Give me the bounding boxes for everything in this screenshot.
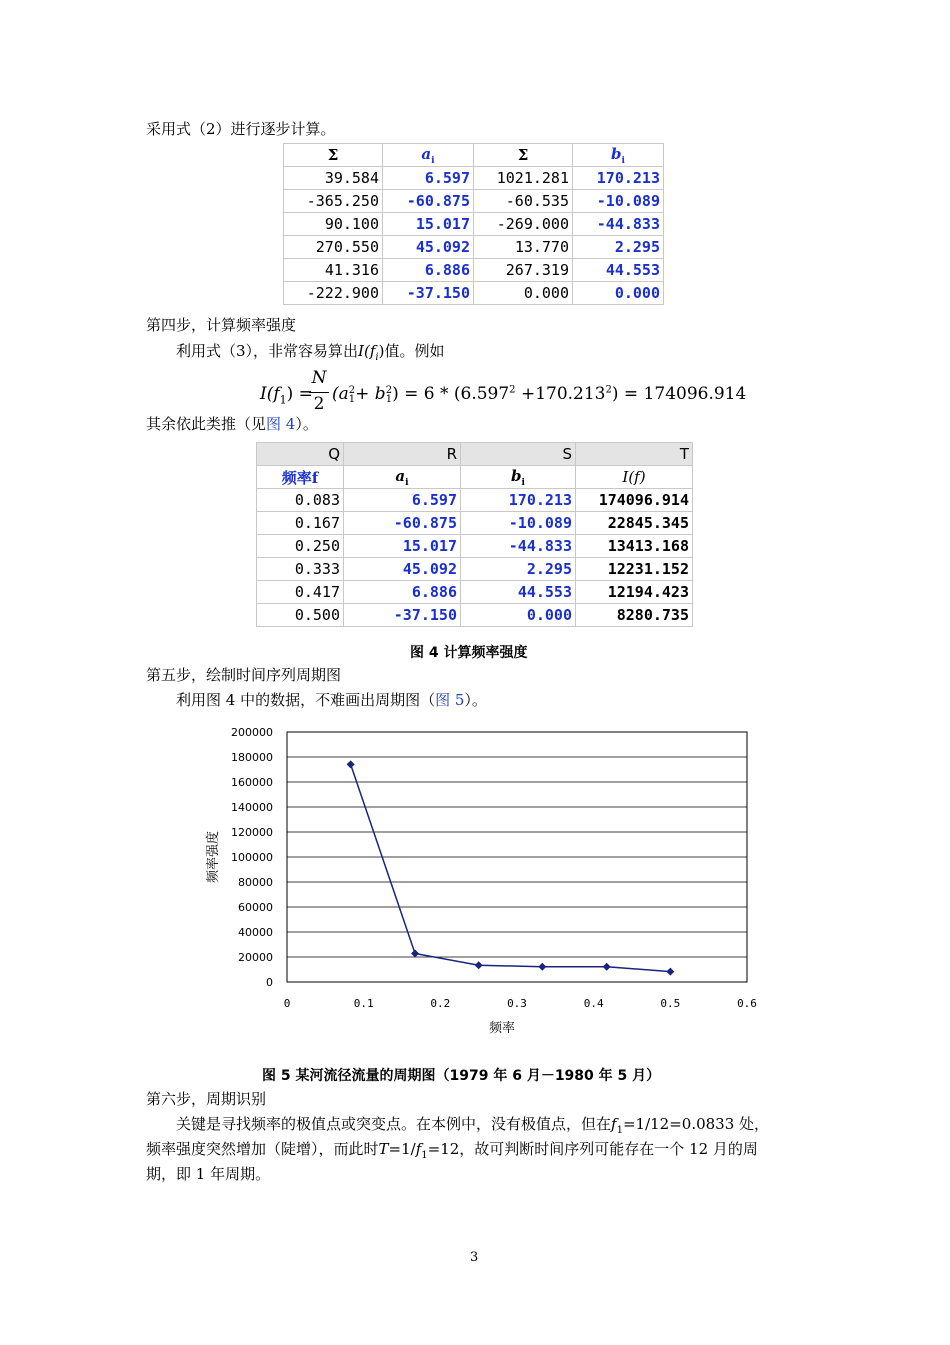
a-header-2: $a_i$ (344, 466, 461, 489)
fig4-link[interactable]: 图 4 (266, 415, 296, 433)
col-letter-t: T (576, 443, 693, 466)
step4-title: 第四步，计算频率强度 (146, 316, 297, 334)
table-cell: 170.213 (461, 489, 576, 512)
intro-text: 采用式（2）进行逐步计算。 (146, 120, 336, 138)
step6-title: 第六步，周期识别 (146, 1090, 267, 1108)
data-point (347, 760, 355, 768)
x-tick-label: 0.1 (353, 997, 374, 1010)
table-cell: -44.833 (461, 535, 576, 558)
y-tick-label: 60000 (238, 901, 273, 914)
series-line (351, 764, 671, 971)
table-cell: -10.089 (573, 190, 664, 213)
fig5-link[interactable]: 图 5 (435, 691, 465, 709)
table-cell: 2.295 (573, 236, 664, 259)
table-row (284, 282, 664, 305)
step6-line3: 期，即 1 年周期。 (146, 1165, 271, 1183)
intensity-formula: $I(f_1)$ = N 2 (a2 1+ b2 $1) = 6 * (6.597^2 +170.213^2) = 174096.914$ (260, 368, 747, 414)
step4-text: 利用式（3），非常容易算出$I(f_i)$值。例如 (176, 342, 445, 363)
table-cell: 90.100 (284, 213, 383, 236)
table-cell: 0.417 (257, 581, 344, 604)
page-number: 3 (470, 1250, 479, 1265)
table-cell: -37.150 (383, 282, 474, 305)
b-header-2: $b_i$ (461, 466, 576, 489)
data-point (475, 961, 483, 969)
table-cell: -60.535 (474, 190, 573, 213)
table-cell: -60.875 (344, 512, 461, 535)
col-letter-r: R (344, 443, 461, 466)
data-point (666, 968, 674, 976)
table-row (284, 190, 664, 213)
table-row (257, 535, 693, 558)
y-tick-label: 120000 (231, 826, 273, 839)
step5-title: 第五步，绘制时间序列周期图 (146, 666, 342, 684)
table-cell: 8280.735 (576, 604, 693, 627)
table-cell: 22845.345 (576, 512, 693, 535)
x-tick-label: 0.5 (660, 997, 681, 1010)
x-tick-label: 0.2 (430, 997, 451, 1010)
table-cell: 1021.281 (474, 167, 573, 190)
table-cell: 0.250 (257, 535, 344, 558)
table-cell: 41.316 (284, 259, 383, 282)
sum-header-b: Σ (474, 144, 573, 167)
table-row (284, 259, 664, 282)
table-row (284, 236, 664, 259)
table-cell: 12231.152 (576, 558, 693, 581)
table-cell: 0.167 (257, 512, 344, 535)
periodogram-chart (195, 722, 775, 1042)
table-cell: -10.089 (461, 512, 576, 535)
table-cell: 45.092 (383, 236, 474, 259)
step6-line2: 频率强度突然增加（陡增），而此时$T=1/f_1=12$，故可判断时间序列可能存在一个 12 月的周 (146, 1140, 758, 1161)
x-tick-label: 0.6 (737, 997, 757, 1010)
table-row (284, 167, 664, 190)
table-cell: 0.083 (257, 489, 344, 512)
b-header: $b_i$ (573, 144, 664, 167)
sum-table (283, 143, 664, 305)
table-cell: 0.000 (461, 604, 576, 627)
y-tick-label: 0 (266, 976, 273, 989)
y-tick-label: 180000 (231, 751, 273, 764)
table-cell: -37.150 (344, 604, 461, 627)
intensity-header: I(f) (576, 466, 693, 489)
table-cell: 0.333 (257, 558, 344, 581)
data-point (603, 963, 611, 971)
table-row (257, 558, 693, 581)
step6-line1: 关键是寻找频率的极值点或突变点。在本例中，没有极值点，但在$f_1=1/12=0.0833$ 处， (176, 1115, 770, 1136)
y-tick-label: 160000 (231, 776, 273, 789)
table-cell: -44.833 (573, 213, 664, 236)
table-cell: 44.553 (461, 581, 576, 604)
y-tick-label: 100000 (231, 851, 273, 864)
table-cell: -365.250 (284, 190, 383, 213)
table-cell: 15.017 (344, 535, 461, 558)
table-cell: 6.597 (383, 167, 474, 190)
intensity-table (256, 442, 693, 627)
y-tick-label: 80000 (238, 876, 273, 889)
table-cell: 39.584 (284, 167, 383, 190)
table-cell: 0.000 (573, 282, 664, 305)
table-cell: 15.017 (383, 213, 474, 236)
table-cell: 170.213 (573, 167, 664, 190)
y-tick-label: 140000 (231, 801, 273, 814)
table-cell: -269.000 (474, 213, 573, 236)
col-letter-q: Q (257, 443, 344, 466)
rest-text: 其余依此类推（见图 4）。 (146, 415, 318, 433)
fig5-caption: 图 5 某河流径流量的周期图（1979 年 6 月－1980 年 5 月） (262, 1068, 661, 1084)
table-cell: 6.886 (383, 259, 474, 282)
table-cell: 6.886 (344, 581, 461, 604)
table-cell: 13.770 (474, 236, 573, 259)
table-cell: 6.597 (344, 489, 461, 512)
table-cell: 44.553 (573, 259, 664, 282)
table-row (284, 213, 664, 236)
table-cell: 2.295 (461, 558, 576, 581)
col-letter-s: S (461, 443, 576, 466)
table-cell: 12194.423 (576, 581, 693, 604)
x-tick-label: 0.3 (507, 997, 527, 1010)
sum-header-a: Σ (284, 144, 383, 167)
y-tick-label: 20000 (238, 951, 273, 964)
table-cell: 270.550 (284, 236, 383, 259)
y-axis-label: 频率强度 (206, 830, 221, 884)
table-row (257, 604, 693, 627)
x-tick-label: 0 (283, 997, 291, 1010)
step5-text: 利用图 4 中的数据，不难画出周期图（图 5）。 (176, 691, 487, 709)
table-cell: -222.900 (284, 282, 383, 305)
y-tick-label: 40000 (238, 926, 273, 939)
x-tick-label: 0.4 (583, 997, 604, 1010)
table-cell: 267.319 (474, 259, 573, 282)
data-point (538, 963, 546, 971)
fig4-caption: 图 4 计算频率强度 (410, 645, 528, 661)
table-cell: 0.000 (474, 282, 573, 305)
table-cell: 174096.914 (576, 489, 693, 512)
table-row (257, 512, 693, 535)
x-axis-label: 频率 (488, 1021, 516, 1036)
data-point (411, 949, 419, 957)
y-tick-label: 200000 (231, 726, 273, 739)
table-cell: 0.500 (257, 604, 344, 627)
table-cell: -60.875 (383, 190, 474, 213)
freq-header: 频率f (257, 466, 344, 489)
table-row (257, 489, 693, 512)
table-row (257, 581, 693, 604)
table-cell: 13413.168 (576, 535, 693, 558)
table-cell: 45.092 (344, 558, 461, 581)
a-header: $a_i$ (383, 144, 474, 167)
